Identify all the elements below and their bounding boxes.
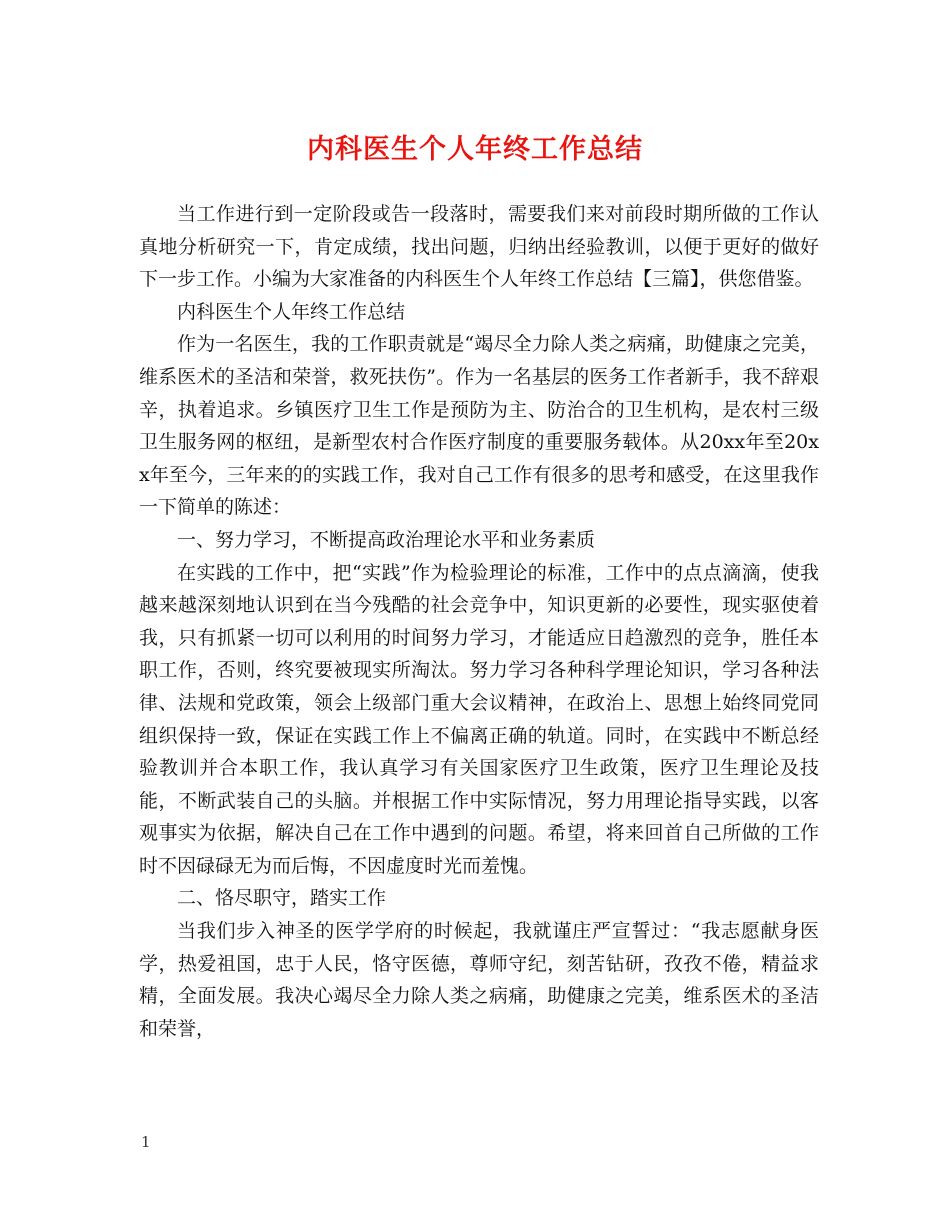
document-body (139, 198, 819, 1045)
paragraph-duty: 作为一名医生，我的工作职责就是“竭尽全力除人类之病痛，助健康之完美，维系医术的圣洁和荣誉，救死扶伤”。作为一名基层的医务工作者新手，我不辞艰辛，执着追求。乡镇医疗卫生工作是预防为主、防治合的卫生机构，是农村三级卫生服务网的枢纽，是新型农村合作医疗制度的重要服务载体。从20xx年至20xx年至今，三年来的的实践工作，我对自己工作有很多的思考和感受，在这里我作一下简单的陈述： (139, 333, 819, 519)
paragraph-intro: 当工作进行到一定阶段或告一段落时，需要我们来对前段时期所做的工作认真地分析研究一下，肯定成绩，找出问题，归纳出经验教训，以便于更好的做好下一步工作。小编为大家准备的内科医生个人年终工作总结【三篇】，供您借鉴。 (139, 203, 819, 291)
paragraph-study: 在实践的工作中，把“实践”作为检验理论的标准，工作中的点点滴滴，使我越来越深刻地认识到在当今残酷的社会竞争中，知识更新的必要性，现实驱使着我，只有抓紧一切可以利用的时间努力学习，才能适应日趋激烈的竞争，胜任本职工作，否则，终究要被现实所淘汰。努力学习各种科学理论知识，学习各种法律、法规和党政策，领会上级部门重大会议精神，在政治上、思想上始终同党同组织保持一致，保证在实践工作上不偏离正确的轨道。同时，在实践中不断总经验教训并合本职工作，我认真学习有关国家医疗卫生政策，医疗卫生理论及技能，不断武装自己的头脑。并根据工作中实际情况，努力用理论指导实践，以客观事实为依据，解决自己在工作中遇到的问题。希望，将来回首自己所做的工作时不因碌碌无为而后悔，不因虚度时光而羞愧。 (139, 561, 819, 877)
section-heading-study: 一、努力学习，不断提高政治理论水平和业务素质 (177, 528, 596, 551)
paragraph-oath: 当我们步入神圣的医学学府的时候起，我就谨庄严宣誓过：“我志愿献身医学，热爱祖国，忠于人民，恪守医德，尊师守纪，刻苦钻研，孜孜不倦，精益求精，全面发展。我决心竭尽全力除人类之病痛，助健康之完美，维系医术的圣洁和荣誉， (139, 920, 819, 1040)
page-number: 1 (141, 1133, 151, 1151)
paragraph-subtitle: 内科医生个人年终工作总结 (177, 300, 406, 323)
section-heading-duty: 二、恪尽职守，踏实工作 (177, 887, 387, 910)
document-title: 内科医生个人年终工作总结 (307, 134, 643, 165)
